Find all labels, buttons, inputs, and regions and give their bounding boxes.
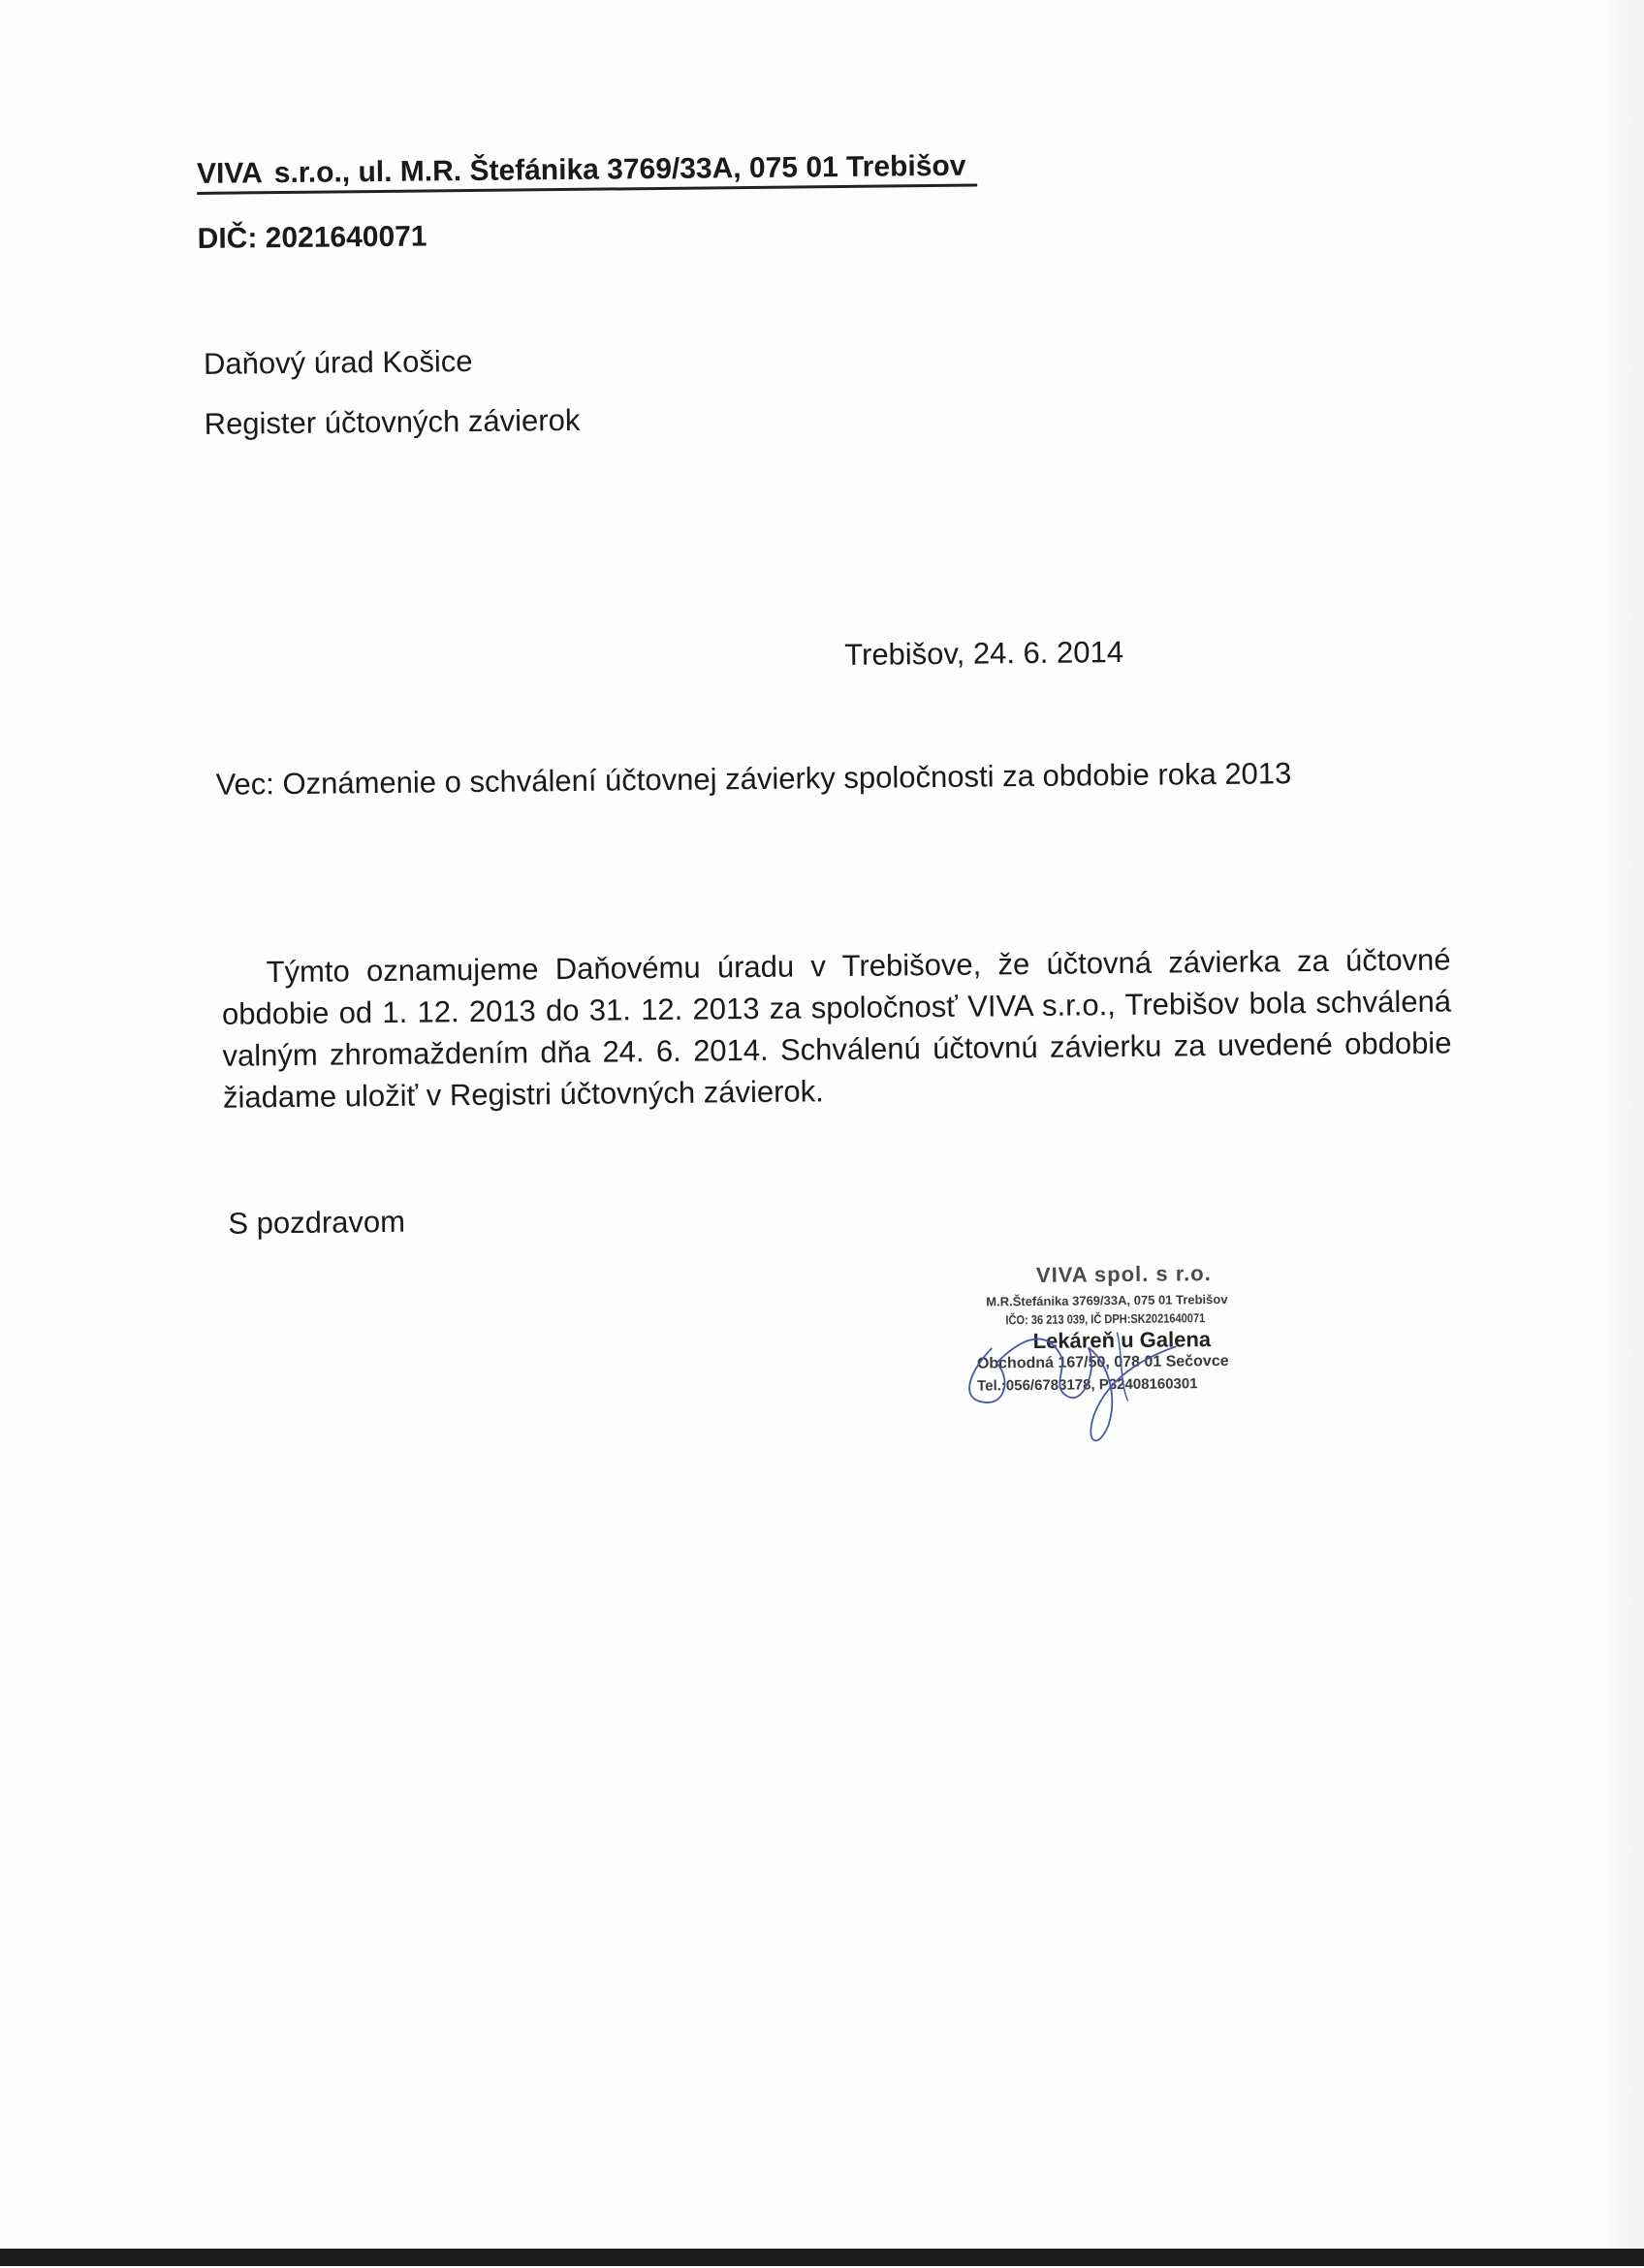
sender-tax-id: DIČ: 2021640071 bbox=[197, 220, 427, 255]
letter-subject: Vec: Oznámenie o schválení účtovnej závierky spoločnosti za obdobie roka 2013 bbox=[215, 756, 1292, 802]
scan-bottom-border bbox=[0, 2249, 1644, 2266]
letter-date: Trebišov, 24. 6. 2014 bbox=[844, 634, 1124, 672]
sender-address: s.r.o., ul. M.R. Štefánika 3769/33A, 075 01 Trebišov bbox=[273, 149, 966, 190]
addressee-office: Daňový úrad Košice bbox=[203, 344, 473, 381]
stamp-pharmacy-address: Obchodná 167/50, 078 01 Sečovce bbox=[976, 1352, 1229, 1372]
letter-greeting: S pozdravom bbox=[228, 1204, 406, 1241]
signature-stroke bbox=[969, 1338, 1177, 1442]
stamp-phone: Tel.:056/6783178, P32408160301 bbox=[977, 1375, 1198, 1395]
sender-header bbox=[197, 150, 978, 195]
sender-company: VIVA bbox=[196, 157, 263, 190]
stamp-address: M.R.Štefánika 3769/33A, 075 01 Trebišov bbox=[986, 1291, 1228, 1309]
stamp-ids: IČO: 36 213 039, IČ DPH:SK2021640071 bbox=[1005, 1310, 1206, 1328]
letter-body: Týmto oznamujeme Daňovému úradu v Trebišove, že účtovná závierka za účtovné obdobie od 1. 12. 2013 do 31. 12. 2013 za spoločnosť VIVA s.r.o., Trebišov bola schválená valným zhromaždením dňa 24. 6. 2014. Schválenú účtovnú závierku za uvedené obdobie žiadame uložiť v Registri účtovných závierok. bbox=[221, 942, 1452, 1115]
stamp-company-name: VIVA spol. s r.o. bbox=[1035, 1261, 1212, 1287]
stamp-pharmacy-name: Lekáreň u Galena bbox=[1032, 1327, 1212, 1354]
signature-stroke-2 bbox=[1118, 1333, 1128, 1401]
handwritten-signature bbox=[952, 1307, 1225, 1456]
addressee-department: Register účtovných závierok bbox=[204, 402, 581, 441]
